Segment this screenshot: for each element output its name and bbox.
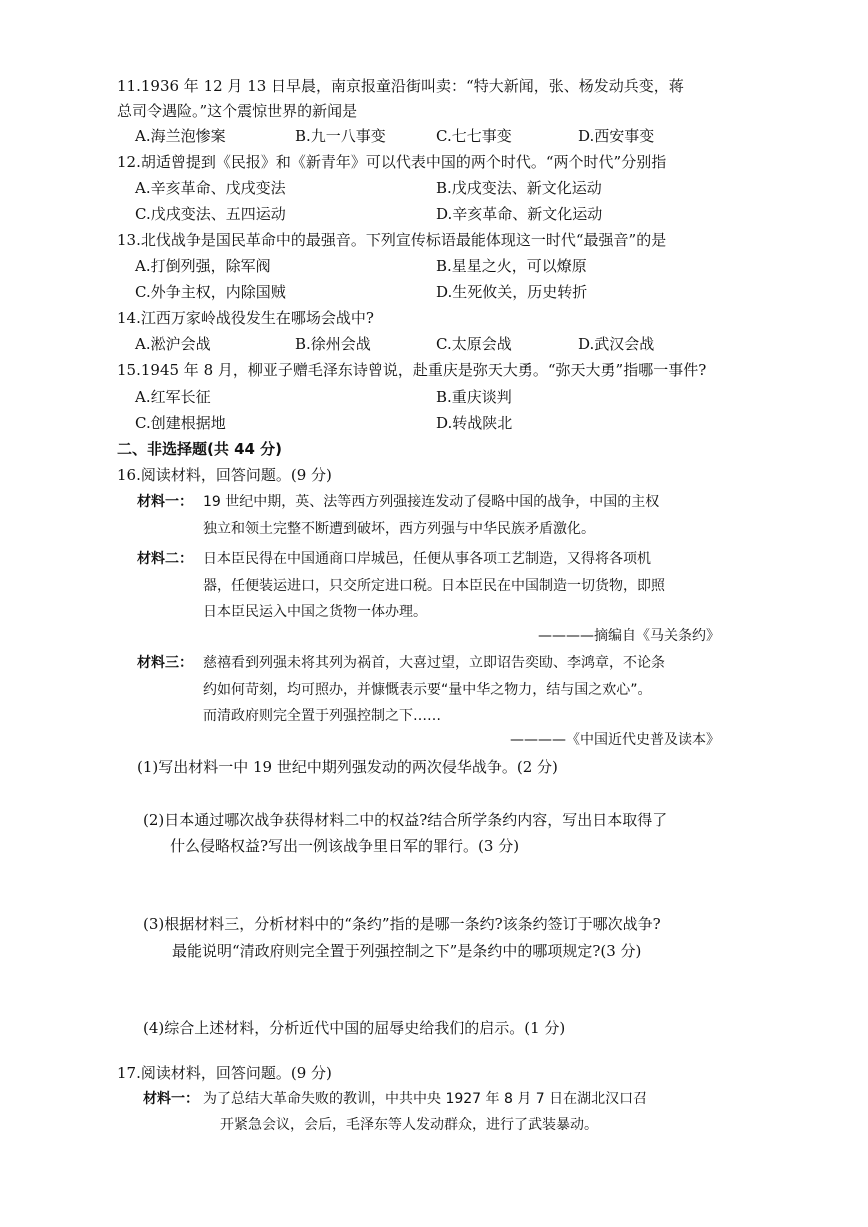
q16-part3-line2: 最能说明“清政府则完全置于列强控制之下”是条约中的哪项规定?(3 分): [172, 942, 642, 960]
q13-option-a: A.打倒列强，除军阀: [135, 257, 271, 275]
q16-material2-source: ————摘编自《马关条约》: [538, 628, 720, 644]
q14-option-b: B.徐州会战: [295, 335, 371, 353]
q11-option-d: D.西安事变: [578, 127, 655, 145]
q13-option-b: B.星星之火，可以燎原: [436, 257, 587, 275]
q17-stem: 17.阅读材料，回答问题。(9 分): [117, 1064, 332, 1082]
q15-option-b: B.重庆谈判: [436, 388, 512, 406]
q15-option-d: D.转战陕北: [436, 414, 513, 432]
q16-material2-line2: 器，任便装运进口，只交所定进口税。日本臣民在中国制造一切货物，即照: [203, 578, 665, 594]
q17-material1-line1: 为了总结大革命失败的教训，中共中央 1927 年 8 月 7 日在湖北汉口召: [203, 1091, 648, 1107]
q16-part2-line2: 什么侵略权益?写出一例该战争里日军的罪行。(3 分): [170, 837, 520, 855]
q13-option-d: D.生死攸关，历史转折: [436, 283, 588, 301]
q17-material1-label: 材料一：: [143, 1091, 199, 1107]
section-heading: 二、非选择题(共 44 分): [117, 440, 283, 458]
q12-option-c: C.戊戌变法、五四运动: [135, 205, 286, 223]
q12-option-b: B.戊戌变法、新文化运动: [436, 179, 602, 197]
q16-material3-source: ————《中国近代史普及读本》: [510, 732, 720, 748]
q11-option-b: B.九一八事变: [295, 127, 386, 145]
q16-material3-line3: 而清政府则完全置于列强控制之下……: [203, 708, 441, 724]
q17-material1-line2: 开紧急会议，会后，毛泽东等人发动群众，进行了武装暴动。: [220, 1117, 598, 1133]
q12-option-a: A.辛亥革命、戊戌变法: [135, 179, 286, 197]
q15-option-c: C.创建根据地: [135, 414, 226, 432]
q12-option-d: D.辛亥革命、新文化运动: [436, 205, 603, 223]
q12-stem: 12.胡适曾提到《民报》和《新青年》可以代表中国的两个时代。“两个时代”分别指: [117, 153, 667, 171]
q15-option-a: A.红军长征: [135, 388, 211, 406]
q16-material2-line3: 日本臣民运入中国之货物一体办理。: [203, 604, 427, 620]
q14-option-d: D.武汉会战: [578, 335, 655, 353]
q16-material2-line1: 日本臣民得在中国通商口岸城邑，任便从事各项工艺制造，又得将各项机: [203, 551, 651, 567]
q16-material1-label: 材料一：: [137, 494, 193, 510]
q13-option-c: C.外争主权，内除国贼: [135, 283, 286, 301]
q15-stem: 15.1945 年 8 月，柳亚子赠毛泽东诗曾说，赴重庆是弥天大勇。“弥天大勇”指哪一事件?: [117, 361, 707, 379]
q16-material2-label: 材料二：: [137, 551, 193, 567]
q11-option-a: A.海兰泡惨案: [135, 127, 226, 145]
q13-stem: 13.北伐战争是国民革命中的最强音。下列宣传标语最能体现这一时代“最强音”的是: [117, 231, 667, 249]
q11-stem-line1: 11.1936 年 12 月 13 日早晨，南京报童沿街叫卖：“特大新闻，张、杨发动兵变，蒋: [117, 77, 684, 95]
q11-stem-line2: 总司令遇险。”这个震惊世界的新闻是: [117, 102, 358, 120]
q14-option-a: A.淞沪会战: [135, 335, 211, 353]
q16-part3-line1: (3)根据材料三，分析材料中的“条约”指的是哪一条约?该条约签订于哪次战争?: [143, 915, 661, 933]
q16-part1: (1)写出材料一中 19 世纪中期列强发动的两次侵华战争。(2 分): [137, 758, 558, 776]
q14-stem: 14.江西万家岭战役发生在哪场会战中?: [117, 309, 374, 327]
q16-material3-line2: 约如何苛刻，均可照办，并慷慨表示要“量中华之物力，结与国之欢心”。: [203, 682, 652, 698]
q16-material1-line2: 独立和领土完整不断遭到破坏，西方列强与中华民族矛盾激化。: [203, 521, 595, 537]
q16-material3-line1: 慈禧看到列强未将其列为祸首，大喜过望，立即诏告奕劻、李鸿章，不论条: [203, 655, 665, 671]
q16-material3-label: 材料三：: [137, 655, 193, 671]
q16-material1-line1: 19 世纪中期，英、法等西方列强接连发动了侵略中国的战争，中国的主权: [203, 494, 660, 510]
q16-part4: (4)综合上述材料，分析近代中国的屈辱史给我们的启示。(1 分): [143, 1019, 566, 1037]
q11-option-c: C.七七事变: [436, 127, 512, 145]
q16-stem: 16.阅读材料，回答问题。(9 分): [117, 466, 332, 484]
q14-option-c: C.太原会战: [436, 335, 512, 353]
q16-part2-line1: (2)日本通过哪次战争获得材料二中的权益?结合所学条约内容，写出日本取得了: [143, 811, 668, 829]
